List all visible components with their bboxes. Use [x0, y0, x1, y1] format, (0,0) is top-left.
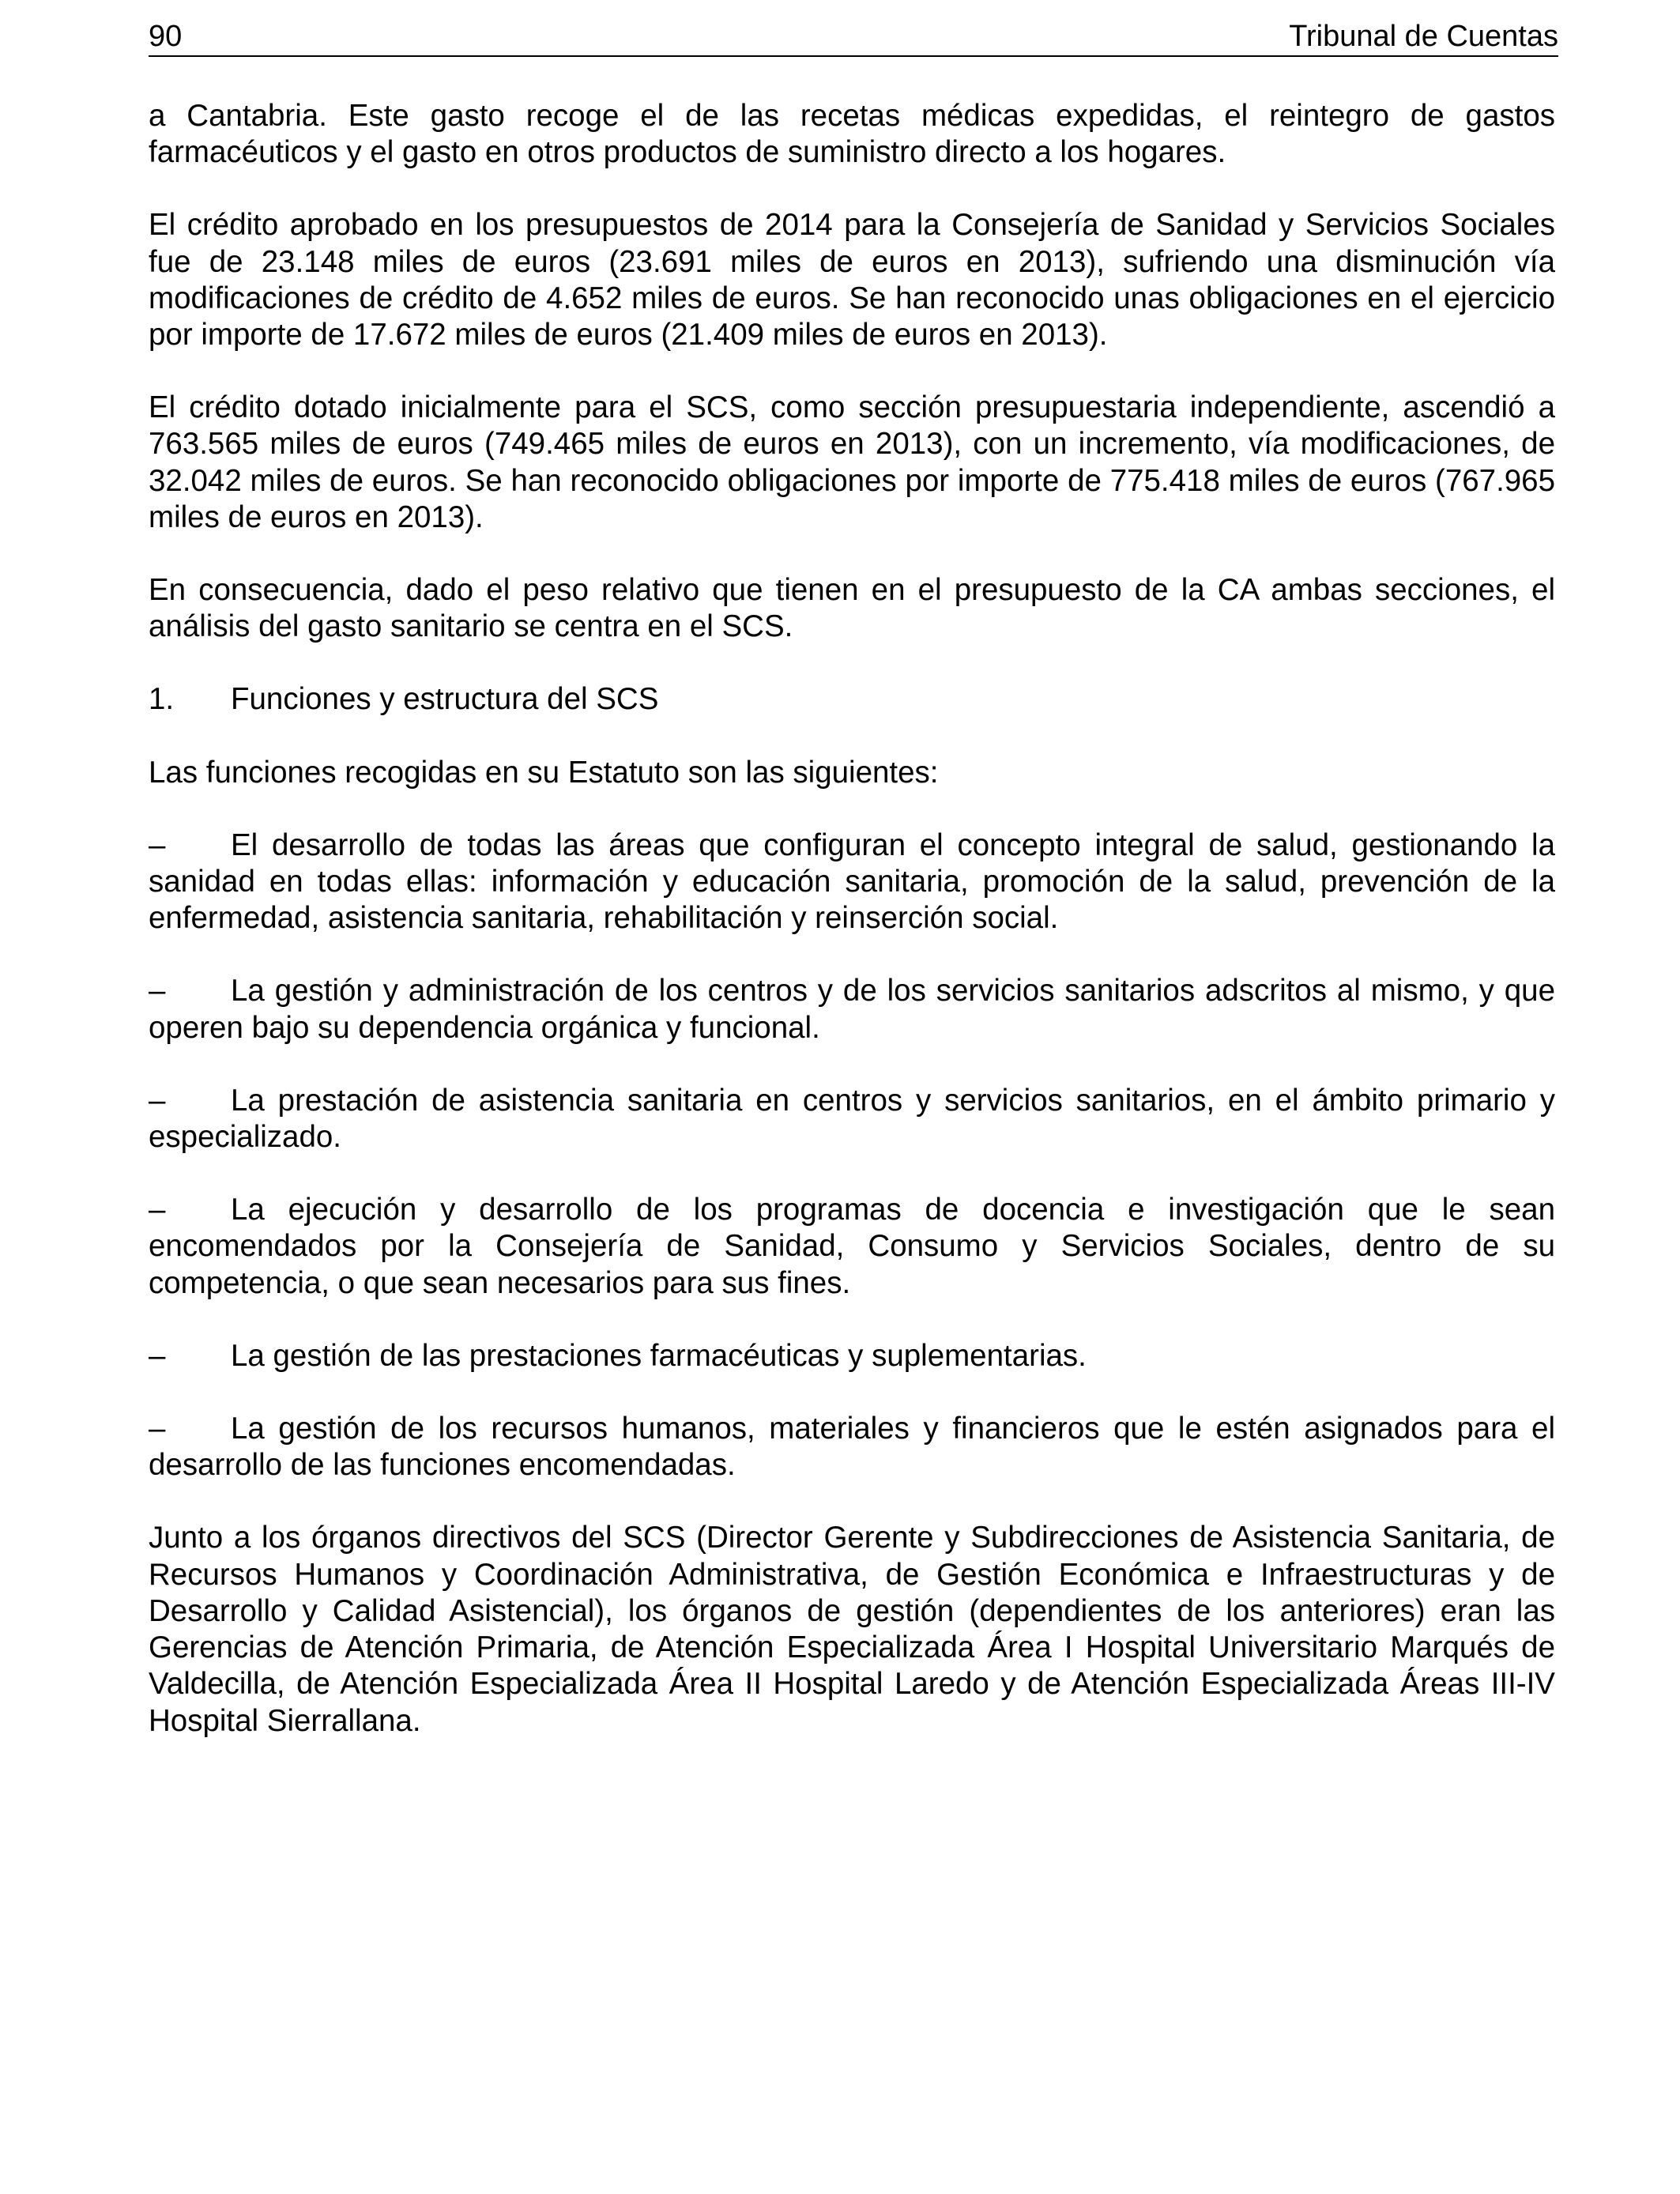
list-item-text: La gestión de los recursos humanos, materiales y financieros que le estén asignados para el desarrollo de las funciones encomendadas.: [149, 1412, 1555, 1483]
list-item: [149, 1411, 1555, 1483]
list-item: [149, 1083, 1555, 1155]
bullet-marker: –: [149, 1083, 166, 1118]
list-item: [149, 1192, 1555, 1302]
bullet-marker: –: [149, 827, 166, 862]
page-number: 90: [149, 20, 183, 53]
paragraph: En consecuencia, dado el peso relativo que tienen en el presupuesto de la CA ambas secciones, el análisis del gasto sanitario se centra en el SCS.: [149, 573, 1555, 644]
list-item-text: La prestación de asistencia sanitaria en centros y servicios sanitarios, en el ámbito primario y especializado.: [149, 1083, 1555, 1155]
list-item: [149, 1338, 1555, 1374]
section-title: Funciones y estructura del SCS: [231, 682, 659, 717]
bullet-marker: –: [149, 1338, 166, 1373]
list-item-text: La ejecución y desarrollo de los programas de docencia e investigación que le sean encomendados por la Consejería de Sanidad, Consumo y Servicios Sociales, dentro de su competencia, o que sean necesarios para sus fines.: [149, 1193, 1555, 1300]
section-number: 1.: [149, 682, 175, 717]
paragraph: El crédito dotado inicialmente para el SCS, como sección presupuestaria independiente, ascendió a 763.565 miles de euros (749.465 miles de euros en 2013), con un incremento, vía modificaciones, de 32.042 miles de euros. Se han reconocido obligaciones por importe de 775.418 miles de euros (767.965 miles de euros en 2013).: [149, 390, 1555, 534]
document-body: [149, 98, 1555, 1776]
list-item-text: La gestión de las prestaciones farmacéuticas y suplementarias.: [231, 1338, 1087, 1373]
bullet-marker: –: [149, 1412, 166, 1446]
header-title: Tribunal de Cuentas: [1289, 20, 1558, 53]
list-item: [149, 827, 1555, 937]
closing-paragraph: Junto a los órganos directivos del SCS (Director Gerente y Subdirecciones de Asistencia Sanitaria, de Recursos Humanos y Coordinación Administrativa, de Gestión Económica e Infraestructuras y de Desarrollo y Calidad Asistencial), los órganos de gestión (dependientes de los anteriores) eran las Gerencias de Atención Primaria, de Atención Especializada Área I Hospital Universitario Marqués de Valdecilla, de Atención Especializada Área II Hospital Laredo y de Atención Especializada Áreas III-IV Hospital Sierrallana.: [149, 1521, 1555, 1738]
page-header: [149, 17, 1558, 57]
paragraph: El crédito aprobado en los presupuestos de 2014 para la Consejería de Sanidad y Servicios Sociales fue de 23.148 miles de euros (23.691 miles de euros en 2013), sufriendo una disminución vía modificaciones de crédito de 4.652 miles de euros. Se han reconocido unas obligaciones en el ejercicio por importe de 17.672 miles de euros (21.409 miles de euros en 2013).: [149, 208, 1555, 352]
list-item-text: El desarrollo de todas las áreas que configuran el concepto integral de salud, gestionando la sanidad en todas ellas: información y educación sanitaria, promoción de la salud, prevención de la enfermedad, asistencia sanitaria, rehabilitación y reinserción social.: [149, 827, 1555, 936]
intro-paragraph: Las funciones recogidas en su Estatuto son las siguientes:: [149, 755, 939, 790]
list-item: [149, 973, 1555, 1046]
bullet-marker: –: [149, 974, 166, 1008]
paragraph: a Cantabria. Este gasto recoge el de las recetas médicas expedidas, el reintegro de gastos farmacéuticos y el gasto en otros productos de suministro directo a los hogares.: [149, 99, 1555, 170]
section-heading: [149, 681, 1555, 718]
list-item-text: La gestión y administración de los centros y de los servicios sanitarios adscritos al mismo, y que operen bajo su dependencia orgánica y funcional.: [149, 974, 1555, 1045]
bullet-marker: –: [149, 1193, 166, 1227]
